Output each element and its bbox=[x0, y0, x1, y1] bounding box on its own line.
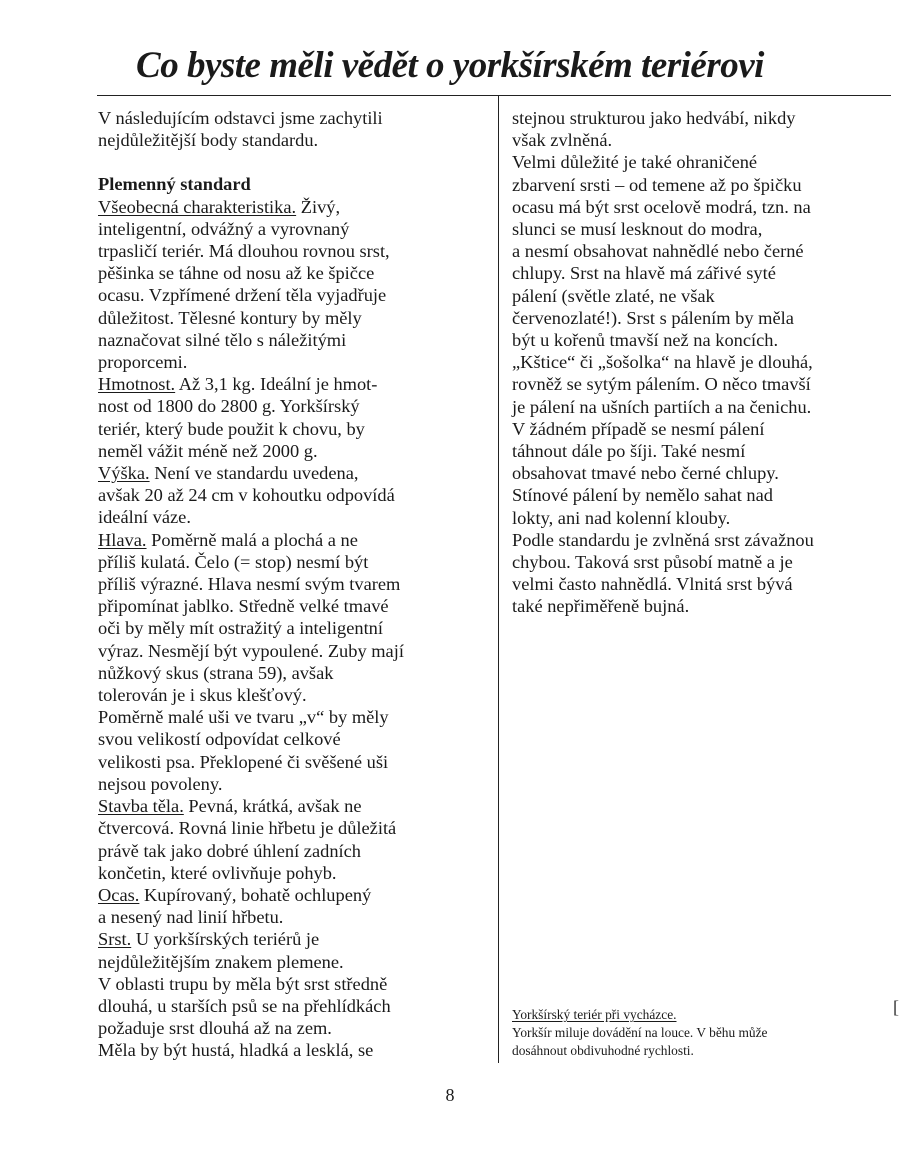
term-tail: Ocas. bbox=[98, 884, 140, 905]
text-line: V následujícím odstavci jsme zachytili bbox=[98, 108, 383, 128]
page-title: Co byste měli vědět o yorkšírském teriérovi bbox=[136, 45, 764, 86]
text-line: příliš kulatá. Čelo (= stop) nesmí být bbox=[98, 551, 369, 572]
intro-paragraph bbox=[98, 107, 488, 151]
text-line: a nesený nad linií hřbetu. bbox=[98, 907, 284, 928]
right-paragraph bbox=[512, 107, 884, 618]
text-line: také nepřiměřeně bujná. bbox=[512, 596, 690, 617]
text-line: je pálení na ušních partiích a na čenichu. bbox=[512, 396, 812, 417]
text-line: však zvlněná. bbox=[512, 130, 613, 151]
text-line: nost od 1800 do 2800 g. Yorkšírský bbox=[98, 396, 360, 417]
text-line: inteligentní, odvážný a vyrovnaný bbox=[98, 218, 350, 239]
text-run: U yorkšírských teriérů je bbox=[131, 929, 320, 950]
column-divider bbox=[498, 95, 499, 1063]
tail-section bbox=[98, 884, 488, 928]
text-line: teriér, který bude použit k chovu, by bbox=[98, 418, 365, 439]
term-general: Všeobecná charakteristika. bbox=[98, 196, 297, 217]
text-line: nůžkový skus (strana 59), avšak bbox=[98, 662, 334, 683]
text-run: Kupírovaný, bohatě ochlupený bbox=[139, 884, 372, 905]
term-weight: Hmotnost. bbox=[98, 374, 176, 395]
text-line: proporcemi. bbox=[98, 352, 188, 373]
text-line: „Kštice“ či „šošolka“ na hlavě je dlouhá, bbox=[512, 352, 813, 373]
caption-line: dosáhnout obdivuhodné rychlosti. bbox=[512, 1043, 694, 1058]
text-run: Poměrně malá a plochá a ne bbox=[146, 529, 358, 550]
weight-section bbox=[98, 373, 488, 462]
text-line: červenozlaté!). Srst s pálením by měla bbox=[512, 307, 794, 328]
text-line: rovněž se sytým pálením. O něco tmavší bbox=[512, 374, 811, 395]
text-line: stejnou strukturou jako hedvábí, nikdy bbox=[512, 108, 796, 128]
text-run: Až 3,1 kg. Ideální je hmot- bbox=[175, 374, 378, 395]
text-line: pálení (světle zlaté, ne však bbox=[512, 285, 715, 306]
text-line: chlupy. Srst na hlavě má zářivé syté bbox=[512, 263, 776, 284]
caption-title: Yorkšírský teriér při vycházce. bbox=[512, 1007, 677, 1022]
text-line: důležitost. Tělesné kontury by měly bbox=[98, 307, 362, 328]
height-section bbox=[98, 462, 488, 529]
text-run: Živý, bbox=[296, 196, 341, 217]
text-line: příliš výrazné. Hlava nesmí svým tvarem bbox=[98, 574, 401, 595]
text-line: V oblasti trupu by měla být srst středně bbox=[98, 973, 388, 994]
text-line: tolerován je i skus klešťový. bbox=[98, 685, 307, 706]
head-section bbox=[98, 529, 488, 795]
left-column bbox=[98, 107, 488, 1062]
text-line: avšak 20 až 24 cm v kohoutku odpovídá bbox=[98, 485, 395, 506]
text-line: Velmi důležité je také ohraničené bbox=[512, 152, 758, 173]
text-line: nejdůležitější body standardu. bbox=[98, 130, 319, 151]
text-line: lokty, ani nad kolenní klouby. bbox=[512, 507, 731, 528]
text-line: V žádném případě se nesmí pálení bbox=[512, 418, 765, 439]
text-line: obsahovat tmavé nebo černé chlupy. bbox=[512, 463, 779, 484]
text-line: velikosti psa. Překlopené či svěšené uši bbox=[98, 751, 389, 772]
body-section bbox=[98, 795, 488, 884]
edge-mark: [ bbox=[893, 997, 899, 1017]
text-line: naznačovat silné tělo s náležitými bbox=[98, 329, 347, 350]
text-line: Podle standardu je zvlněná srst závažnou bbox=[512, 529, 814, 550]
text-line: Stínové pálení by nemělo sahat nad bbox=[512, 485, 773, 506]
text-line: připomínat jablko. Středně velké tmavé bbox=[98, 596, 389, 617]
term-height: Výška. bbox=[98, 463, 150, 484]
text-line: velmi často nahnědlá. Vlnitá srst bývá bbox=[512, 574, 793, 595]
text-line: nejdůležitějším znakem plemene. bbox=[98, 951, 344, 972]
text-line: svou velikostí odpovídat celkové bbox=[98, 729, 341, 750]
caption-line: Yorkšír miluje dovádění na louce. V běhu může bbox=[512, 1025, 768, 1040]
text-line: dlouhá, u starších psů se na přehlídkách bbox=[98, 995, 391, 1016]
general-section bbox=[98, 196, 488, 374]
text-run: Není ve standardu uvedena, bbox=[149, 463, 359, 484]
text-line: právě tak jako dobré úhlení zadních bbox=[98, 840, 361, 861]
term-head: Hlava. bbox=[98, 529, 147, 550]
page-number: 8 bbox=[445, 1085, 455, 1105]
term-body: Stavba těla. bbox=[98, 796, 184, 817]
right-column bbox=[512, 107, 884, 618]
text-line: nejsou povoleny. bbox=[98, 773, 223, 794]
text-line: a nesmí obsahovat nahnědlé nebo černé bbox=[512, 241, 804, 262]
text-line: ocasu. Vzpřímené držení těla vyjadřuje bbox=[98, 285, 387, 306]
term-coat: Srst. bbox=[98, 929, 132, 950]
text-line: chybou. Taková srst působí matně a je bbox=[512, 552, 793, 573]
text-line: slunci se musí lesknout do modra, bbox=[512, 219, 763, 240]
text-line: pěšinka se táhne od nosu až ke špičce bbox=[98, 263, 375, 284]
text-run: Pevná, krátká, avšak ne bbox=[183, 796, 362, 817]
photo-caption bbox=[512, 1006, 882, 1060]
text-line: neměl vážit méně než 2000 g. bbox=[98, 440, 318, 461]
text-line: výraz. Nesmějí být vypoulené. Zuby mají bbox=[98, 640, 404, 661]
text-line: táhnout dále po šíji. Také nesmí bbox=[512, 441, 746, 462]
text-line: čtvercová. Rovná linie hřbetu je důležitá bbox=[98, 818, 397, 839]
text-line: trpasličí teriér. Má dlouhou rovnou srst, bbox=[98, 241, 390, 262]
text-line: Měla by být hustá, hladká a lesklá, se bbox=[98, 1040, 374, 1061]
text-line: být u kořenů tmavší než na koncích. bbox=[512, 330, 779, 351]
text-line: ocasu má být srst ocelově modrá, tzn. na bbox=[512, 196, 811, 217]
text-line: požaduje srst dlouhá až na zem. bbox=[98, 1018, 332, 1039]
title-rule bbox=[97, 95, 891, 96]
text-line: ideální váze. bbox=[98, 507, 191, 528]
text-line: oči by měly mít ostražitý a inteligentní bbox=[98, 618, 383, 639]
text-line: zbarvení srsti – od temene až po špičku bbox=[512, 174, 802, 195]
coat-section bbox=[98, 928, 488, 1061]
text-line: končetin, které ovlivňuje pohyb. bbox=[98, 862, 337, 883]
text-line: Poměrně malé uši ve tvaru „v“ by měly bbox=[98, 707, 389, 728]
section-heading: Plemenný standard bbox=[98, 174, 251, 195]
